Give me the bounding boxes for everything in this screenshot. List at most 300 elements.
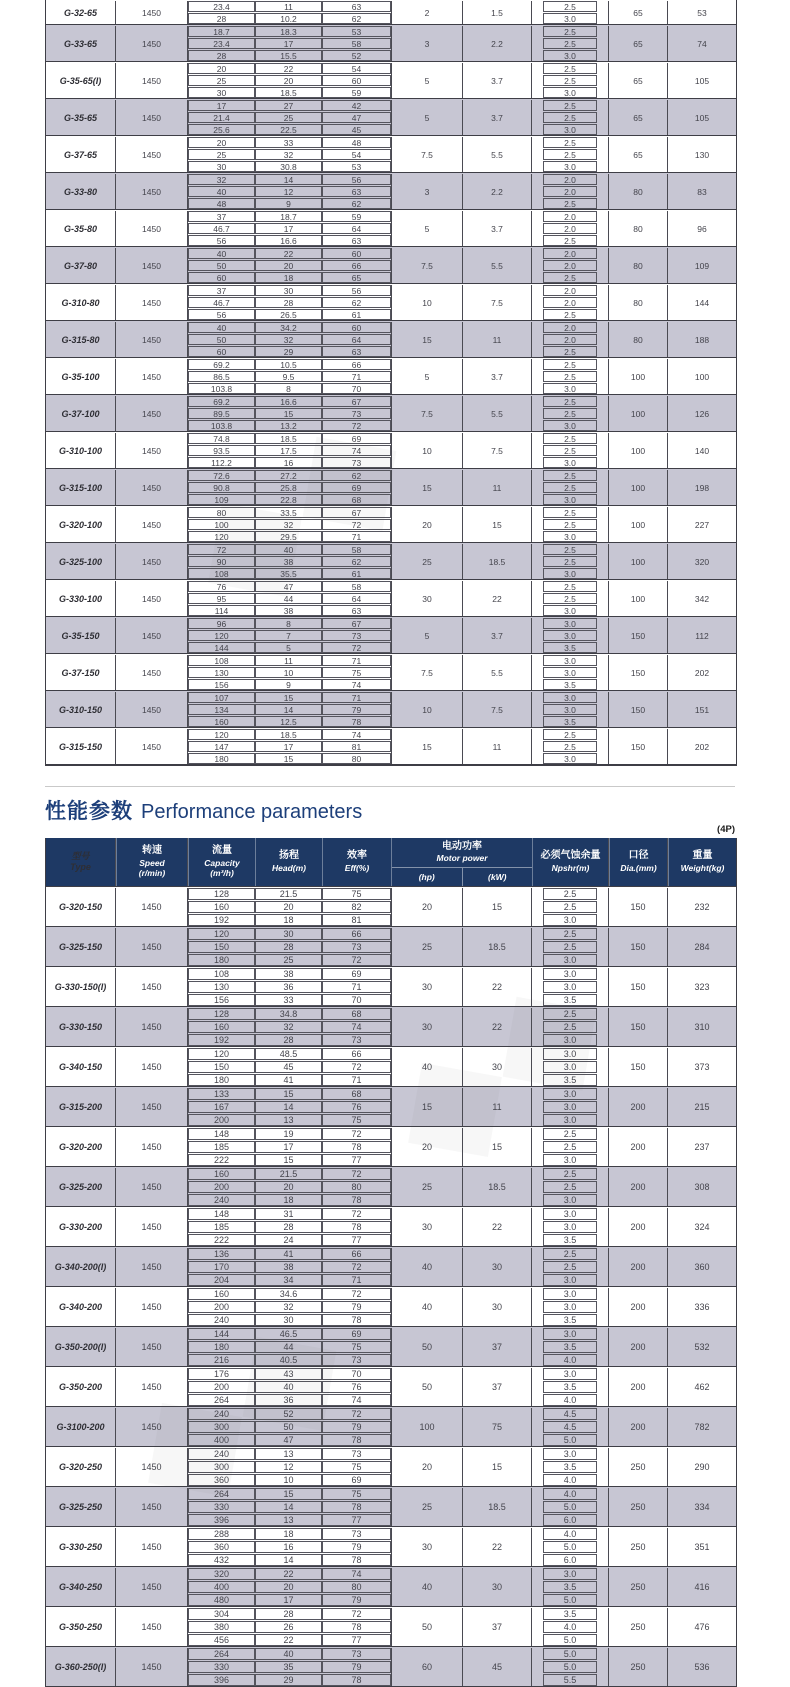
npshr-value: 3.0 [563, 1155, 577, 1165]
efficiency-value: 73 [351, 1529, 362, 1539]
diameter-value: 150 [630, 1062, 646, 1072]
speed-value-cell [116, 1528, 188, 1566]
diameter-value: 65 [633, 7, 643, 18]
efficiency-value: 78 [351, 1502, 362, 1512]
head-value: 25.8 [280, 482, 297, 493]
power-kw-value-cell [463, 888, 532, 926]
efficiency-value: 77 [351, 1235, 362, 1245]
weight-value: 536 [694, 1662, 710, 1672]
weight-value: 336 [694, 1302, 710, 1312]
power-kw-value-cell [463, 1, 532, 24]
head-value-box [255, 1568, 322, 1580]
power-kw-value-cell [463, 470, 532, 505]
head-value: 12.5 [280, 716, 297, 727]
npshr-value: 3.5 [563, 1382, 577, 1392]
npshr-value-box [543, 174, 597, 185]
power-hp-value: 30 [421, 1022, 432, 1032]
power-hp-value: 100 [419, 1422, 435, 1432]
speed-value: 1450 [142, 482, 161, 493]
diameter-value: 250 [630, 1502, 646, 1512]
head-value-box [255, 593, 322, 604]
power-kw-value-cell [463, 1048, 532, 1086]
section-title-en: Performance parameters [141, 801, 363, 823]
head-value-column [255, 1528, 322, 1566]
header-efficiency-zh: 效率 [347, 850, 367, 862]
diameter-value-cell [609, 1048, 668, 1086]
npshr-value: 2.0 [564, 248, 576, 259]
npshr-value-box [543, 359, 597, 370]
power-hp-value: 15 [421, 1102, 432, 1112]
head-value: 38 [283, 605, 294, 616]
capacity-value: 28 [216, 13, 227, 24]
npshr-value-box [543, 593, 597, 604]
capacity-value: 120 [214, 729, 229, 740]
head-value-box [255, 679, 322, 690]
power-hp-value-cell [391, 1528, 463, 1566]
capacity-value: 160 [213, 1289, 230, 1299]
capacity-value-box [188, 1061, 255, 1073]
pump-row [46, 654, 736, 691]
npshr-value-column [532, 1608, 609, 1646]
power-hp-value-cell [391, 248, 463, 283]
head-value-column [255, 1648, 322, 1686]
npshr-value: 2.5 [564, 272, 576, 283]
diameter-value-cell [609, 928, 668, 966]
power-hp-value-cell [391, 692, 463, 727]
power-kw-value: 22 [491, 1022, 502, 1032]
weight-value: 342 [694, 593, 710, 604]
power-kw-value: 11 [492, 1102, 502, 1112]
npshr-value-box [543, 1581, 597, 1593]
efficiency-value: 62 [351, 556, 362, 567]
capacity-value: 330 [213, 1502, 230, 1512]
head-value-box [255, 383, 322, 394]
pump-model-cell [46, 63, 116, 98]
capacity-value-box [188, 679, 255, 690]
npshr-value-box [543, 1221, 597, 1233]
capacity-value: 264 [213, 1649, 230, 1659]
capacity-value-box [188, 112, 255, 123]
capacity-value-box [188, 981, 255, 993]
head-value: 8 [286, 383, 291, 394]
weight-value: 53 [697, 7, 707, 18]
head-value: 18 [283, 915, 294, 925]
capacity-value-box [188, 235, 255, 246]
head-value-box [255, 1434, 322, 1446]
weight-value: 198 [694, 482, 710, 493]
efficiency-value: 68 [351, 1089, 362, 1099]
npshr-value-column [532, 507, 609, 542]
npshr-value-box [543, 137, 597, 148]
pump-row [46, 1127, 736, 1167]
power-hp-value-cell [391, 1168, 463, 1206]
capacity-value-column [188, 507, 255, 542]
npshr-value: 3.0 [564, 494, 576, 505]
power-hp-value-cell [391, 729, 463, 764]
diameter-value: 200 [630, 1342, 646, 1352]
speed-value: 1450 [142, 149, 161, 160]
speed-value-cell [116, 1248, 188, 1286]
head-value-box [255, 928, 322, 940]
power-hp-value-cell [391, 1288, 463, 1326]
capacity-value: 23.4 [213, 38, 230, 49]
head-value-box [255, 618, 322, 629]
header-weight-en: Weight(kg) [680, 862, 725, 873]
capacity-value: 72.6 [213, 470, 230, 481]
head-value: 28 [283, 297, 294, 308]
npshr-value-box [543, 1528, 597, 1540]
npshr-value-box [543, 445, 597, 456]
pump-model: G-350-200 [58, 1382, 103, 1392]
capacity-value-column [188, 888, 255, 926]
power-kw-value: 18.5 [488, 1502, 506, 1512]
npshr-value: 2.5 [564, 112, 576, 123]
pump-model: G-340-250 [58, 1582, 103, 1592]
npshr-value: 2.5 [564, 433, 576, 444]
power-kw-value-cell [463, 137, 532, 172]
capacity-value: 60 [216, 346, 227, 357]
efficiency-value-box [322, 1554, 391, 1566]
pump-model-cell [46, 359, 116, 394]
npshr-value: 2.5 [564, 26, 576, 37]
capacity-value-box [188, 1194, 255, 1206]
power-hp-value-cell [391, 928, 463, 966]
power-kw-value-cell [463, 396, 532, 431]
efficiency-value: 70 [351, 383, 362, 394]
head-value: 20 [283, 1582, 294, 1592]
efficiency-value-box [322, 272, 391, 283]
head-value: 32 [283, 149, 294, 160]
head-value: 13 [283, 1449, 294, 1459]
npshr-value-box [543, 297, 597, 308]
efficiency-value: 68 [351, 494, 362, 505]
efficiency-value: 59 [351, 211, 362, 222]
power-kw-value-cell [463, 1568, 532, 1606]
head-value-box [255, 1661, 322, 1673]
power-kw-value-cell [463, 1488, 532, 1526]
efficiency-value-box [322, 729, 391, 740]
efficiency-value-box [322, 235, 391, 246]
npshr-value-box [543, 186, 597, 197]
npshr-value-column [532, 1528, 609, 1566]
capacity-value: 108 [213, 969, 230, 979]
header-motor-power [391, 838, 532, 886]
npshr-value-column [532, 544, 609, 579]
pump-model: G-32-65 [63, 7, 98, 18]
npshr-value: 3.0 [564, 704, 576, 715]
npshr-value-box [543, 1554, 597, 1566]
npshr-value-box [543, 581, 597, 592]
power-kw-value: 7.5 [491, 445, 503, 456]
capacity-value: 160 [213, 1022, 230, 1032]
head-value: 14 [283, 1502, 294, 1512]
power-hp-value-cell [391, 1248, 463, 1286]
weight-value-cell [668, 1088, 736, 1126]
head-value: 13.2 [280, 420, 297, 431]
npshr-value: 3.0 [564, 618, 576, 629]
efficiency-value-box [322, 716, 391, 727]
npshr-value: 2.0 [564, 297, 576, 308]
npshr-value-box [543, 994, 597, 1006]
npshr-value-box [543, 1648, 597, 1660]
capacity-value-column [188, 1568, 255, 1606]
head-value-column [255, 396, 322, 431]
head-value: 15 [283, 1489, 294, 1499]
efficiency-value: 74 [351, 729, 362, 740]
pump-model: G-37-100 [61, 408, 100, 419]
npshr-value-column [532, 63, 609, 98]
npshr-value: 3.0 [563, 1035, 577, 1045]
speed-value-cell [116, 1568, 188, 1606]
head-value-box [255, 248, 322, 259]
efficiency-value: 71 [351, 982, 362, 992]
npshr-value-box [543, 1248, 597, 1260]
efficiency-value: 72 [351, 1289, 362, 1299]
page-content [45, 0, 735, 1687]
head-value-box [255, 371, 322, 382]
capacity-value-box [188, 346, 255, 357]
capacity-value: 95 [216, 593, 227, 604]
efficiency-value-column [322, 285, 391, 320]
efficiency-value: 79 [351, 1595, 362, 1605]
diameter-value: 250 [630, 1622, 646, 1632]
capacity-value: 114 [214, 605, 229, 616]
head-value: 32 [283, 334, 294, 345]
power-hp-value: 20 [421, 1142, 432, 1152]
pump-row [46, 927, 736, 967]
head-value-box [255, 494, 322, 505]
efficiency-value-column [322, 470, 391, 505]
speed-value: 1450 [142, 186, 161, 197]
diameter-value-cell [609, 100, 668, 135]
head-value-column [255, 433, 322, 468]
capacity-value-column [188, 248, 255, 283]
head-value-box [255, 1154, 322, 1166]
pump-model: G-3100-200 [56, 1422, 105, 1432]
capacity-value: 25 [216, 75, 227, 86]
npshr-value: 2.5 [564, 309, 576, 320]
power-kw-value-cell [463, 248, 532, 283]
head-value-column [255, 248, 322, 283]
efficiency-value-box [322, 371, 391, 382]
power-hp-value-cell [391, 433, 463, 468]
header-speed-en: Speed [139, 857, 165, 868]
power-hp-value-cell [391, 470, 463, 505]
power-hp-value: 20 [421, 1462, 432, 1472]
npshr-value: 2.0 [564, 322, 576, 333]
diameter-value: 200 [630, 1302, 646, 1312]
diameter-value: 150 [630, 902, 646, 912]
capacity-value-column [188, 1368, 255, 1406]
speed-value: 1450 [142, 445, 161, 456]
npshr-value-box [543, 605, 597, 616]
power-hp-value-cell [391, 1088, 463, 1126]
efficiency-value-box [322, 112, 391, 123]
capacity-value-column [188, 1608, 255, 1646]
npshr-value-column [532, 729, 609, 764]
head-value-column [255, 1128, 322, 1166]
head-value: 14 [283, 1555, 294, 1565]
capacity-value-box [188, 1154, 255, 1166]
npshr-value-box [543, 1234, 597, 1246]
capacity-value: 120 [213, 1049, 230, 1059]
capacity-value: 300 [213, 1462, 230, 1472]
pump-row [46, 1327, 736, 1367]
head-value-box [255, 420, 322, 431]
efficiency-value-box [322, 433, 391, 444]
capacity-value-column [188, 1448, 255, 1486]
power-kw-value-cell [463, 322, 532, 357]
power-kw-value: 15 [492, 519, 502, 530]
capacity-value-box [188, 888, 255, 900]
npshr-value: 2.5 [564, 1, 576, 12]
power-hp-value: 5 [424, 112, 430, 123]
power-hp-value: 7.5 [421, 408, 433, 419]
head-value: 14 [283, 704, 294, 715]
capacity-value: 25.6 [213, 124, 230, 135]
power-hp-value: 7.5 [421, 149, 433, 160]
capacity-value-column [188, 1048, 255, 1086]
pump-row [46, 506, 736, 543]
npshr-value-box [543, 704, 597, 715]
head-value-box [255, 544, 322, 555]
efficiency-value: 78 [351, 1555, 362, 1565]
npshr-value: 3.5 [563, 1582, 577, 1592]
weight-value-cell [668, 1568, 736, 1606]
efficiency-value-box [322, 383, 391, 394]
npshr-value-box [543, 235, 597, 246]
weight-value-cell [668, 1608, 736, 1646]
capacity-value-box [188, 1088, 255, 1100]
capacity-value: 396 [213, 1515, 230, 1525]
efficiency-value: 79 [351, 1662, 362, 1672]
weight-value-cell [668, 1448, 736, 1486]
efficiency-value-box [322, 124, 391, 135]
head-value-box [255, 1394, 322, 1406]
diameter-value-cell [609, 433, 668, 468]
head-value: 30.8 [280, 161, 297, 172]
power-hp-value-cell [391, 1488, 463, 1526]
npshr-value: 2.5 [564, 346, 576, 357]
npshr-value-box [543, 1328, 597, 1340]
pump-model: G-33-80 [63, 186, 98, 197]
npshr-value: 2.5 [563, 1142, 577, 1152]
pump-model-cell [46, 968, 116, 1006]
capacity-value-box [188, 433, 255, 444]
power-kw-value: 15 [491, 1142, 502, 1152]
npshr-value-box [543, 371, 597, 382]
efficiency-value-box [322, 50, 391, 61]
capacity-value-box [188, 914, 255, 926]
efficiency-value-box [322, 161, 391, 172]
pump-model-cell [46, 1528, 116, 1566]
power-hp-value-cell [391, 359, 463, 394]
head-value: 10 [283, 667, 294, 678]
head-value: 34.8 [279, 1009, 298, 1019]
capacity-value: 400 [213, 1435, 230, 1445]
head-value: 10.2 [280, 13, 297, 24]
weight-value: 105 [694, 75, 710, 86]
capacity-value-box [188, 1461, 255, 1473]
speed-value-cell [116, 211, 188, 246]
pump-model: G-325-100 [58, 556, 103, 567]
npshr-value-box [543, 149, 597, 160]
capacity-value-box [188, 544, 255, 555]
head-value-box [255, 1328, 322, 1340]
efficiency-value-column [322, 581, 391, 616]
power-kw-value-cell [463, 1648, 532, 1686]
npshr-value-box [543, 1448, 597, 1460]
power-hp-value-cell [391, 1048, 463, 1086]
efficiency-value-column [322, 1528, 391, 1566]
capacity-value-box [188, 1141, 255, 1153]
capacity-value-box [188, 371, 255, 382]
pump-model: G-325-150 [58, 942, 103, 952]
npshr-value-box [543, 383, 597, 394]
capacity-value-column [188, 137, 255, 172]
power-hp-value: 10 [422, 445, 432, 456]
capacity-value-box [188, 309, 255, 320]
head-value: 40 [283, 544, 294, 555]
power-kw-value-cell [463, 729, 532, 764]
capacity-value: 133 [213, 1089, 230, 1099]
speed-value: 1450 [141, 1542, 162, 1552]
capacity-value-box [188, 729, 255, 740]
npshr-value-box [543, 642, 597, 653]
capacity-value: 150 [213, 1062, 230, 1072]
diameter-value-cell [609, 1568, 668, 1606]
capacity-value: 23.4 [213, 1, 230, 12]
head-value-box [255, 396, 322, 407]
capacity-value: 20 [216, 63, 227, 74]
capacity-value-box [188, 1394, 255, 1406]
npshr-value-box [543, 334, 597, 345]
npshr-value-column [532, 1168, 609, 1206]
head-value-box [255, 1368, 322, 1380]
capacity-value-box [188, 322, 255, 333]
speed-value-cell [116, 618, 188, 653]
npshr-value: 2.5 [564, 408, 576, 419]
speed-value-cell [116, 1608, 188, 1646]
diameter-value: 150 [630, 1022, 646, 1032]
npshr-value: 3.0 [564, 568, 576, 579]
head-value: 14 [283, 1102, 294, 1112]
capacity-value-box [188, 704, 255, 715]
head-value-box [255, 26, 322, 37]
capacity-value: 360 [213, 1542, 230, 1552]
power-hp-value-cell [391, 581, 463, 616]
efficiency-value-box [322, 1, 391, 12]
efficiency-value: 77 [351, 1515, 362, 1525]
npshr-value: 2.5 [563, 902, 577, 912]
npshr-value-box [543, 981, 597, 993]
power-kw-value: 3.7 [491, 371, 503, 382]
head-value-box [255, 1128, 322, 1140]
weight-value: 308 [694, 1182, 710, 1192]
efficiency-value-column [322, 174, 391, 209]
weight-value: 462 [694, 1382, 710, 1392]
head-value-box [255, 470, 322, 481]
efficiency-value-box [322, 531, 391, 542]
pump-row [46, 728, 736, 764]
pump-row [46, 1247, 736, 1287]
efficiency-value-column [322, 322, 391, 357]
capacity-value: 288 [213, 1529, 230, 1539]
weight-value-cell [668, 1248, 736, 1286]
efficiency-value-box [322, 1674, 391, 1686]
efficiency-value: 78 [351, 1315, 362, 1325]
efficiency-value-column [322, 211, 391, 246]
